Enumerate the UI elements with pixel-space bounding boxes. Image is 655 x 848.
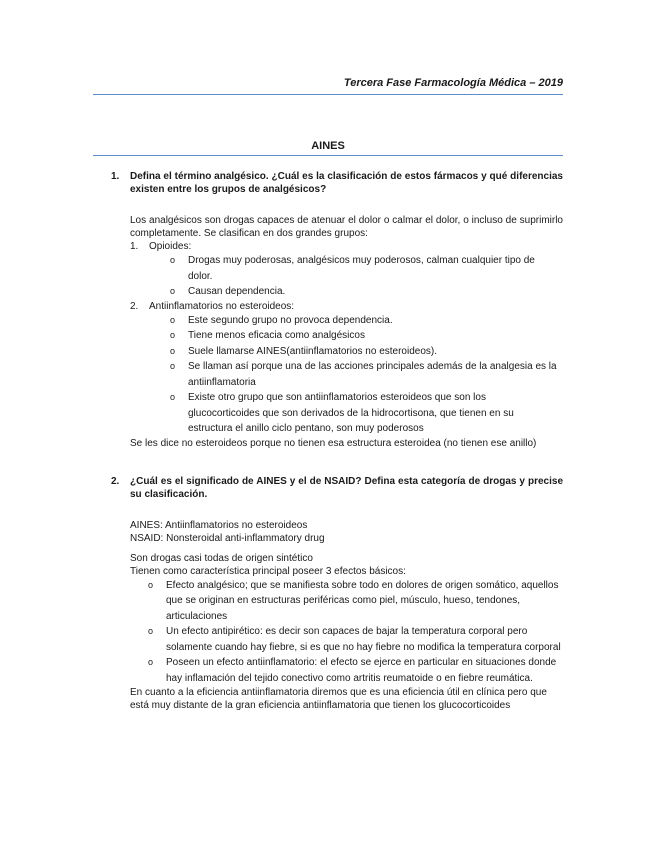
bullet-icon: o (170, 345, 176, 356)
list-item: o Suele llamarse AINES(antiinflamatorios no esteroideos). (130, 344, 563, 360)
answer-1-intro: Los analgésicos son drogas capaces de atenuar el dolor o calmar el dolor, o incluso de suprimirlo completamente. Se clasifican en dos grandes grupos: (130, 215, 563, 239)
bullet-icon: o (170, 255, 176, 265)
group-number: 2. (130, 300, 139, 312)
header-divider (93, 94, 563, 95)
list-item: o Un efecto antipirético: es decir son capaces de bajar la temperatura corporal pero solamente cuando hay fiebre, si es que no hay fiebre no modifica la temperatura corporal (130, 624, 563, 655)
bullet-icon: o (170, 392, 176, 402)
question-2-number: 2. (111, 475, 120, 487)
question-2-text: ¿Cuál es el significado de AINES y el de NSAID? Defina esta categoría de drogas y precise su clasificación. (130, 475, 563, 500)
list-item: o Drogas muy poderosas, analgésicos muy poderosos, calman cualquier tipo de dolor. (130, 253, 563, 284)
bullet-icon: o (148, 579, 154, 590)
bullet-icon: o (170, 330, 176, 340)
answer-2-closing: En cuanto a la eficiencia antiinflamatoria diremos que es una eficiencia útil en clínica pero que está muy distante de la gran eficiencia antiinflamatoria que tienen los glucocorticoides (130, 687, 547, 711)
bullet-icon: o (148, 626, 154, 636)
answer-2 (93, 519, 563, 713)
section-title: AINES (311, 140, 345, 152)
question-1-number: 1. (111, 171, 120, 182)
group-label: Antiinflamatorios no esteroideos: (149, 300, 295, 312)
list-item: o Causan dependencia. (130, 284, 563, 300)
group-aines (130, 300, 563, 313)
definition-nsaid: NSAID: Nonsteroidal anti-inflammatory drug (130, 532, 325, 544)
list-item: o Existe otro grupo que son antiinflamatorios esteroideos que son los glucocorticoides que son derivados de la hidrocortisona, que tienen en su estructura el anillo ciclo pentano, son muy poderosos (130, 390, 563, 437)
list-item: o Poseen un efecto antiinflamatorio: el efecto se ejerce en particular en situaciones donde hay inflamación del tejido conectivo como artritis reumatoide o en fiebre reumática. (130, 655, 563, 686)
group-label: Opioides: (149, 241, 192, 252)
list-item: o Se llaman así porque una de las acciones principales además de la analgesia es la antiinflamatoria (130, 359, 563, 390)
effects-bullets (130, 578, 563, 687)
aines-bullets (130, 313, 563, 437)
answer-1-closing: Se les dice no esteroideos porque no tienen esa estructura esteroidea (no tienen ese anillo) (130, 437, 537, 449)
running-header: Tercera Fase Farmacología Médica – 2019 (343, 77, 563, 89)
origin-text: Son drogas casi todas de origen sintético (130, 552, 313, 564)
answer-1 (93, 214, 563, 450)
group-number: 1. (130, 241, 139, 252)
bullet-icon: o (148, 657, 154, 667)
bullet-icon: o (170, 361, 176, 371)
effects-intro: Tienen como característica principal poseer 3 efectos básicos: (130, 565, 406, 577)
question-2 (93, 475, 563, 501)
question-1-text: Defina el término analgésico. ¿Cuál es la clasificación de estos fármacos y qué diferencias existen entre los grupos de analgésicos? (130, 171, 563, 195)
list-item: o Efecto analgésico; que se manifiesta sobre todo en dolores de origen somático, aquellos que se originan en estructuras periféricas como piel, músculo, hueso, tendones, articulaciones (130, 578, 563, 625)
title-divider (93, 155, 563, 156)
document-body (93, 170, 563, 712)
bullet-icon: o (170, 286, 176, 296)
group-opioides (130, 240, 563, 253)
bullet-icon: o (170, 314, 176, 325)
question-1 (93, 170, 563, 196)
list-item: o Este segundo grupo no provoca dependencia. (130, 313, 563, 329)
list-item: o Tiene menos eficacia como analgésicos (130, 328, 563, 344)
opioides-bullets (130, 253, 563, 300)
definition-aines: AINES: Antiinflamatorios no esteroideos (130, 519, 308, 531)
